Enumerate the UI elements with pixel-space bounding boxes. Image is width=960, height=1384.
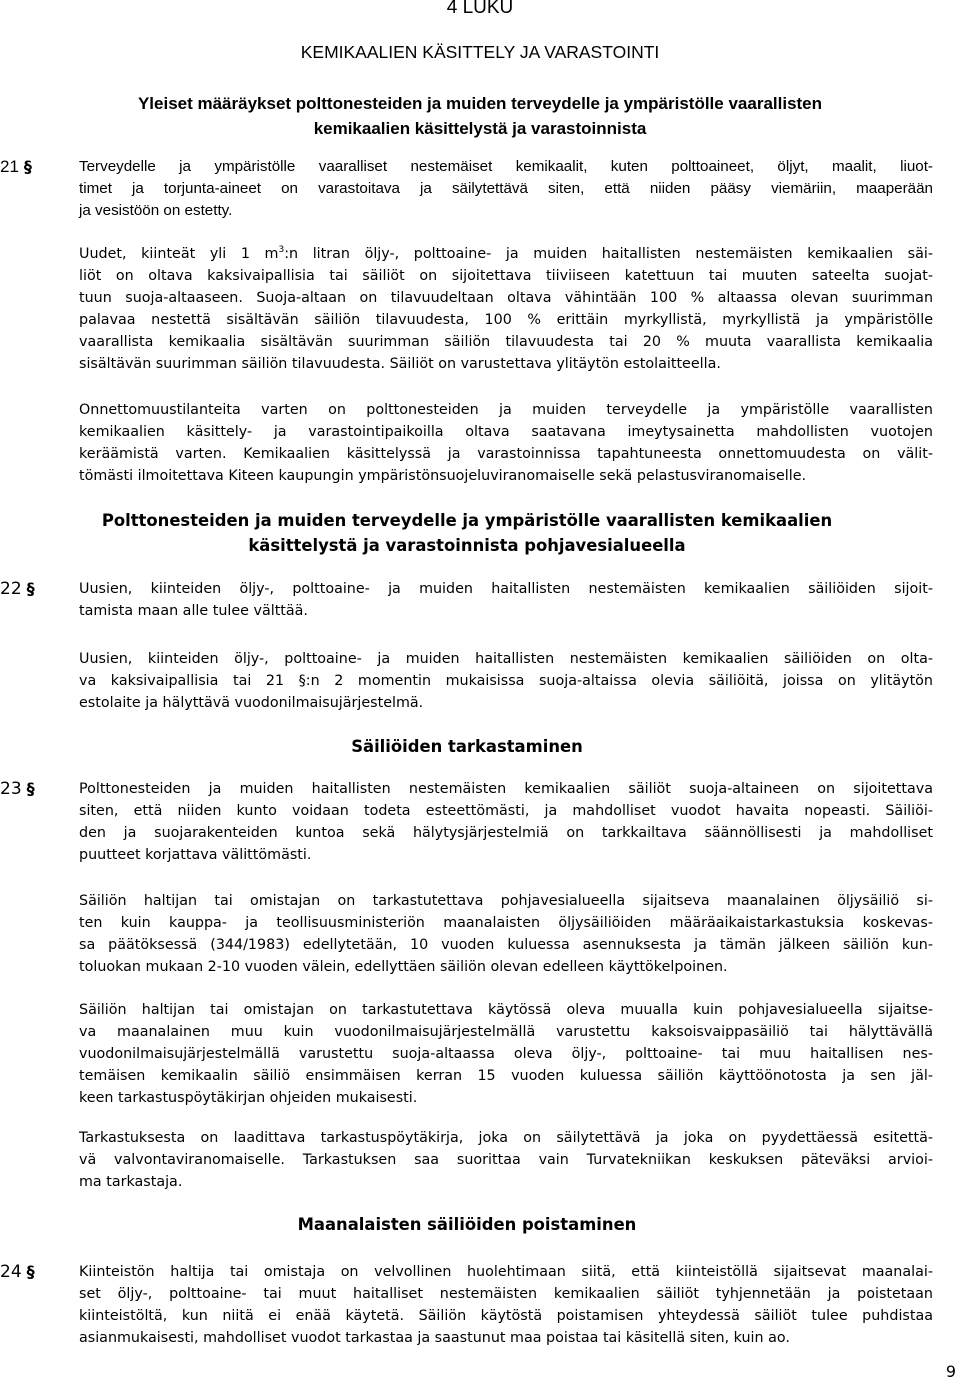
section-22-paragraph-2: Uusien, kiinteiden öljy-, polttoaine- ja muiden haitallisten nestemäisten kemikaalien säiliöiden on olta- va kaksivaipallisia tai 21 §:n 2 momentin mukaisissa suoja-altaissa olevia säiliöitä, joissa on ylitäytön estolaite ja hälyttävä vuodonilmaisujärjestelmä. bbox=[79, 651, 933, 711]
section-21-paragraph-2: Uudet, kiinteät yli 1 $m^3:n$ litran öljy-, polttoaine- ja muiden haitallisten nestemäisten kemikaalien säi- liöt on oltava kaksivaipallisia tai säiliöt on sijoitettava tiiviiseen katettuun tai muuten sateelta suojat- tuun suoja-altaaseen. Suoja-altaan on tilavuudeltaan oltava vähintään 100 % altaassa olevan suurimman palavaa nestettä sisältävän säiliön tilavuudesta, 100 % erittäin myrkyllistä, myrkyllistä ja ympäristölle vaarallista kemikaalia sisältävän suurimman säiliön tilavuudesta tai 20 % muuta vaarallista kemikaalia sisältävän suurimman säiliön tilavuudesta. Säiliöt on varustettava ylitäytön estolaitteella. bbox=[79, 245, 933, 372]
section-24-number: 24 § bbox=[0, 1262, 35, 1282]
page-number: 9 bbox=[945, 1362, 956, 1381]
section-23-number: 23 § bbox=[0, 779, 35, 799]
section-heading-general: Yleiset määräykset polttonesteiden ja muiden terveydelle ja ympäristölle vaarallisten kemikaalien käsittelystä ja varastoinnista bbox=[137, 94, 823, 138]
section-symbol: § bbox=[26, 1262, 35, 1281]
section-symbol: § bbox=[23, 157, 32, 176]
chapter-number: 4 LUKU bbox=[446, 0, 514, 18]
section-23-paragraph-3: Säiliön haltijan tai omistajan on tarkastutettava käytössä oleva muualla kuin pohjavesialueella sijaitse- va maanalainen muu kuin vuodonilmaisujärjestelmällä varustettu kaksoisvaippasäiliö tai hälyttävällä vuodonilmaisujärjestelmällä varustettu suoja-altaassa oleva öljy-, polttoaine- tai muu haitallisen nes- temäisen kemikaalin säiliö ensimmäisen kerran 15 vuoden kuluessa säiliön käyttöönotosta ja sen jäl- keen tarkastuspöytäkirjan ohjeiden mukaisesti. bbox=[79, 1002, 933, 1106]
section-23-paragraph-4: Tarkastuksesta on laadittava tarkastuspöytäkirja, joka on säilytettävä ja joka on pyydettäessä esitettä- vä valvontaviranomaiselle. Tarkastuksen saa suorittaa vain Turvatekniikan keskuksen päteväksi arvioi- ma tarkastaja. bbox=[79, 1130, 933, 1190]
section-symbol: § bbox=[26, 579, 35, 598]
section-23-paragraph-1: Polttonesteiden ja muiden haitallisten nestemäisten kemikaalien säiliöt suoja-altaineen on sijoitettava siten, että niiden kunto voidaan todeta esteettömästi, ja mahdolliset vuodot havaita nopeasti. Säiliöi- den ja suojarakenteiden kuntoa sekä hälytysjärjestelmiä on tarkkailtava säännöllisesti ja mahdolliset puutteet korjattava välittömästi. bbox=[79, 781, 933, 863]
section-23-paragraph-2: Säiliön haltijan tai omistajan on tarkastutettava pohjavesialueella sijaitseva maanalainen öljysäiliö si- ten kuin kauppa- ja teollisuusministeriön maanalaisten öljysäiliöiden määräaikaistarkastuksia koskevas- sa päätöksessä (344/1983) edellytetään, 10 vuoden kuluessa asennuksesta ja tämän jälkeen säiliön kun- toluokan mukaan 2-10 vuoden välein, edellyttäen säiliön olevan edelleen käyttökelpoinen. bbox=[79, 893, 933, 975]
section-symbol: § bbox=[26, 779, 35, 798]
section-21-paragraph-3: Onnettomuustilanteita varten on polttonesteiden ja muiden terveydelle ja ympäristölle vaarallisten kemikaalien käsittely- ja varastointipaikoilla oltava saatavana imeytysainetta mahdollisten vuotojen keräämistä varten. Kemikaalien käsittelyssä ja varastoinnissa tapahtuneesta onnettomuudesta on välit- tömästi ilmoitettava Kiteen kaupungin ympäristönsuojeluviranomaiselle sekä pelastusviranomaiselle. bbox=[79, 402, 933, 484]
section-22-paragraph-1: Uusien, kiinteiden öljy-, polttoaine- ja muiden haitallisten nestemäisten kemikaalien säiliöiden sijoit- tamista maan alle tulee välttää. bbox=[79, 581, 933, 619]
section-21-number: 21 § bbox=[0, 157, 32, 176]
section-22-number: 22 § bbox=[0, 579, 35, 599]
chapter-title: KEMIKAALIEN KÄSITTELY JA VARASTOINTI bbox=[300, 42, 660, 62]
section-heading-removal: Maanalaisten säiliöiden poistaminen bbox=[297, 1215, 637, 1234]
section-heading-inspection: Säiliöiden tarkastaminen bbox=[351, 737, 583, 756]
section-21-paragraph-1: Terveydelle ja ympäristölle vaaralliset nestemäiset kemikaalit, kuten polttoaineet, öljyt, maalit, liuot- timet ja torjunta-aineet on varastoitava ja säilytettävä siten, että niiden pääsy viemäriin, maaperään ja vesistöön on estetty. bbox=[79, 158, 933, 219]
section-24-paragraph-1: Kiinteistön haltija tai omistaja on velvollinen huolehtimaan siitä, että kiinteistöllä sijaitsevat maanalai- set öljy-, polttoaine- tai muut haitalliset nestemäisten kemikaalien säiliöt tyhjennetään ja poistetaan kiinteistöltä, kun niitä ei enää käytetä. Säiliön käytöstä poistamisen yhteydessä säiliöt tulee puhdistaa asianmukaisesti, mahdolliset vuodot tarkastaa ja saastunut maa poistaa tai käsitellä siten, kuin ao. bbox=[79, 1264, 933, 1346]
section-heading-groundwater: Polttonesteiden ja muiden terveydelle ja ympäristölle vaarallisten kemikaalien käsittelystä ja varastoinnista pohjavesialueella bbox=[101, 511, 833, 555]
